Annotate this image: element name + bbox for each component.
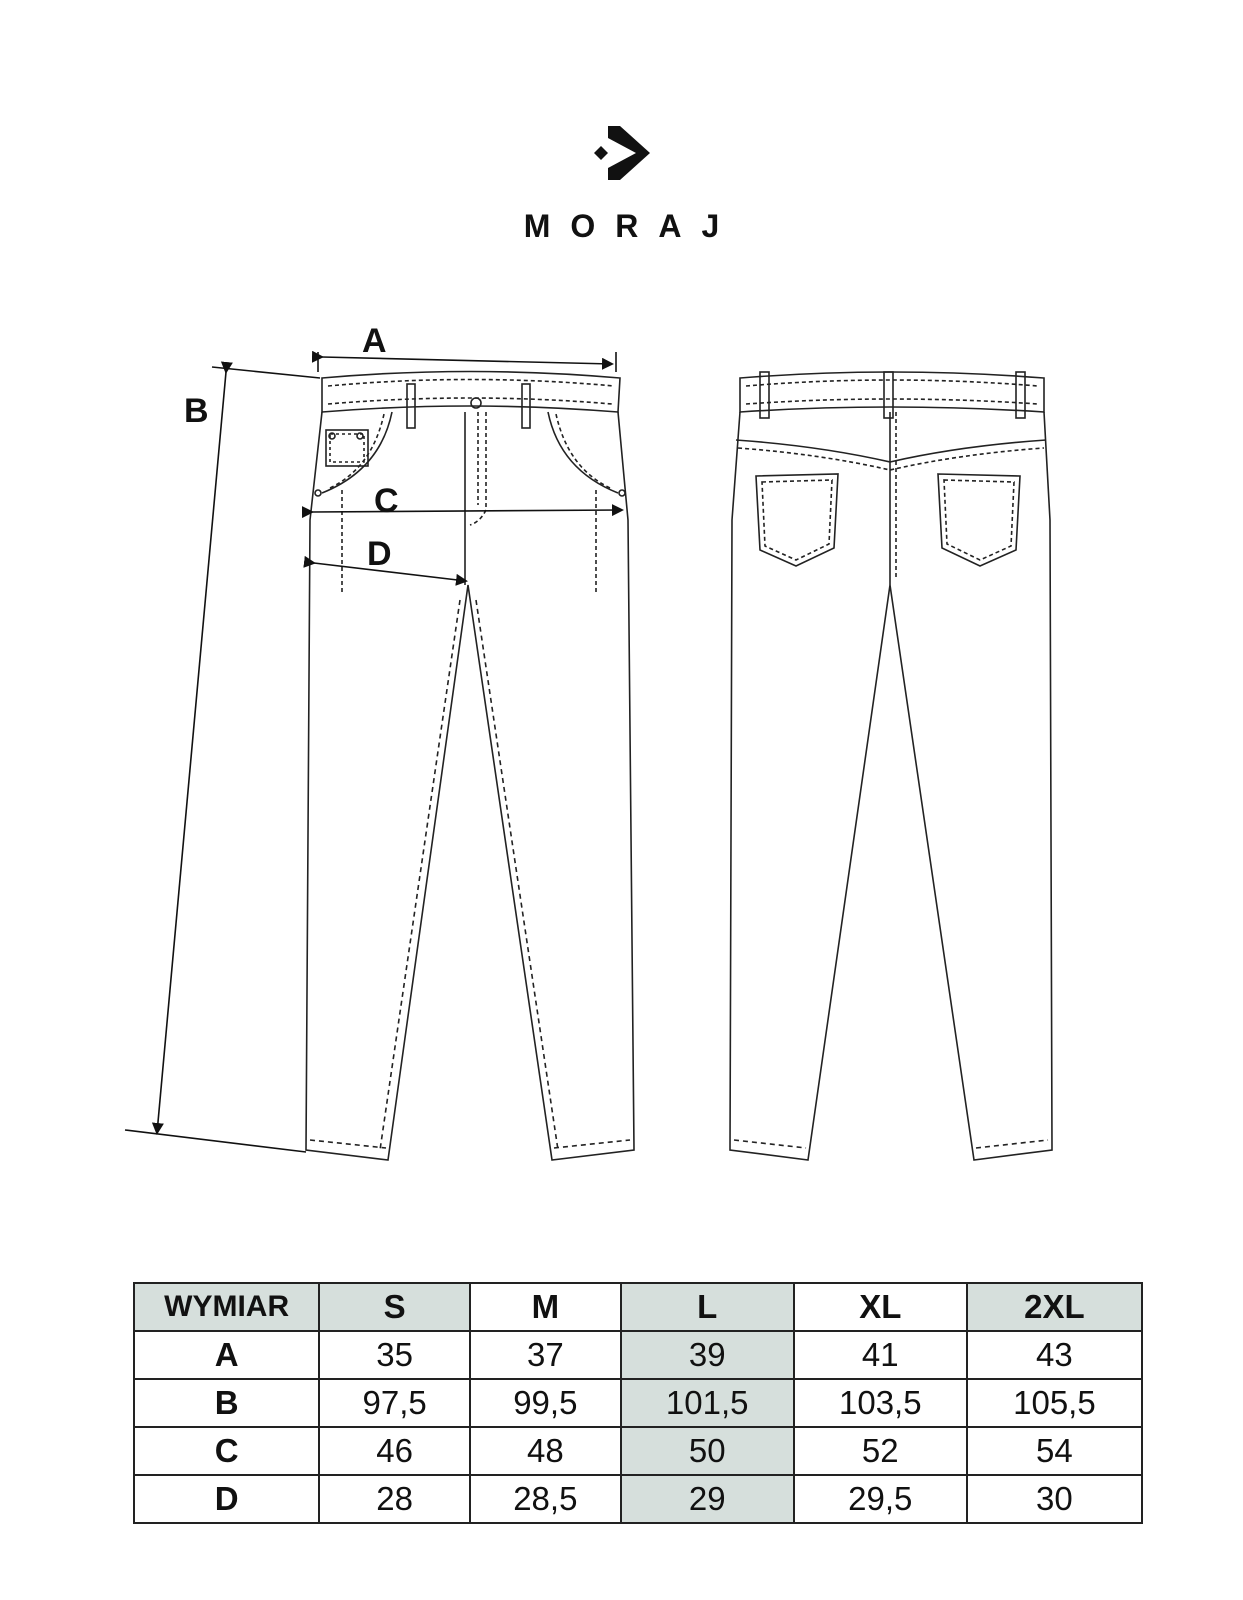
- table-cell: 46: [319, 1427, 470, 1475]
- table-cell: 99,5: [470, 1379, 621, 1427]
- dimension-lines: [125, 352, 622, 1152]
- table-cell: 50: [621, 1427, 794, 1475]
- table-cell: 48: [470, 1427, 621, 1475]
- table-corner: WYMIAR: [134, 1283, 319, 1331]
- table-cell: 43: [967, 1331, 1142, 1379]
- table-cell: 52: [794, 1427, 967, 1475]
- size-header: S: [319, 1283, 470, 1331]
- size-header: M: [470, 1283, 621, 1331]
- table-row: [134, 1427, 1142, 1475]
- table-cell: 30: [967, 1475, 1142, 1523]
- table-row: [134, 1475, 1142, 1523]
- row-label: D: [134, 1475, 319, 1523]
- table-cell: 29,5: [794, 1475, 967, 1523]
- size-header: 2XL: [967, 1283, 1142, 1331]
- pants-back-view: [730, 372, 1052, 1160]
- table-cell: 28,5: [470, 1475, 621, 1523]
- table-cell: 29: [621, 1475, 794, 1523]
- table-cell: 97,5: [319, 1379, 470, 1427]
- table-cell: 39: [621, 1331, 794, 1379]
- table-row: [134, 1331, 1142, 1379]
- size-header: XL: [794, 1283, 967, 1331]
- label-c: C: [374, 482, 399, 520]
- table-cell: 101,5: [621, 1379, 794, 1427]
- table-cell: 41: [794, 1331, 967, 1379]
- table-cell: 105,5: [967, 1379, 1142, 1427]
- brand-name: MORAJ: [523, 208, 740, 244]
- size-header: L: [621, 1283, 794, 1331]
- row-label: C: [134, 1427, 319, 1475]
- pants-front-view: [306, 372, 634, 1161]
- size-table: [133, 1282, 1143, 1524]
- table-cell: 54: [967, 1427, 1142, 1475]
- row-label: A: [134, 1331, 319, 1379]
- label-a: A: [362, 322, 387, 360]
- row-label: B: [134, 1379, 319, 1427]
- table-header-row: [134, 1283, 1142, 1331]
- label-b: B: [184, 392, 209, 430]
- table-cell: 103,5: [794, 1379, 967, 1427]
- table-cell: 35: [319, 1331, 470, 1379]
- table-cell: 28: [319, 1475, 470, 1523]
- table-row: [134, 1379, 1142, 1427]
- table-cell: 37: [470, 1331, 621, 1379]
- label-d: D: [367, 535, 392, 573]
